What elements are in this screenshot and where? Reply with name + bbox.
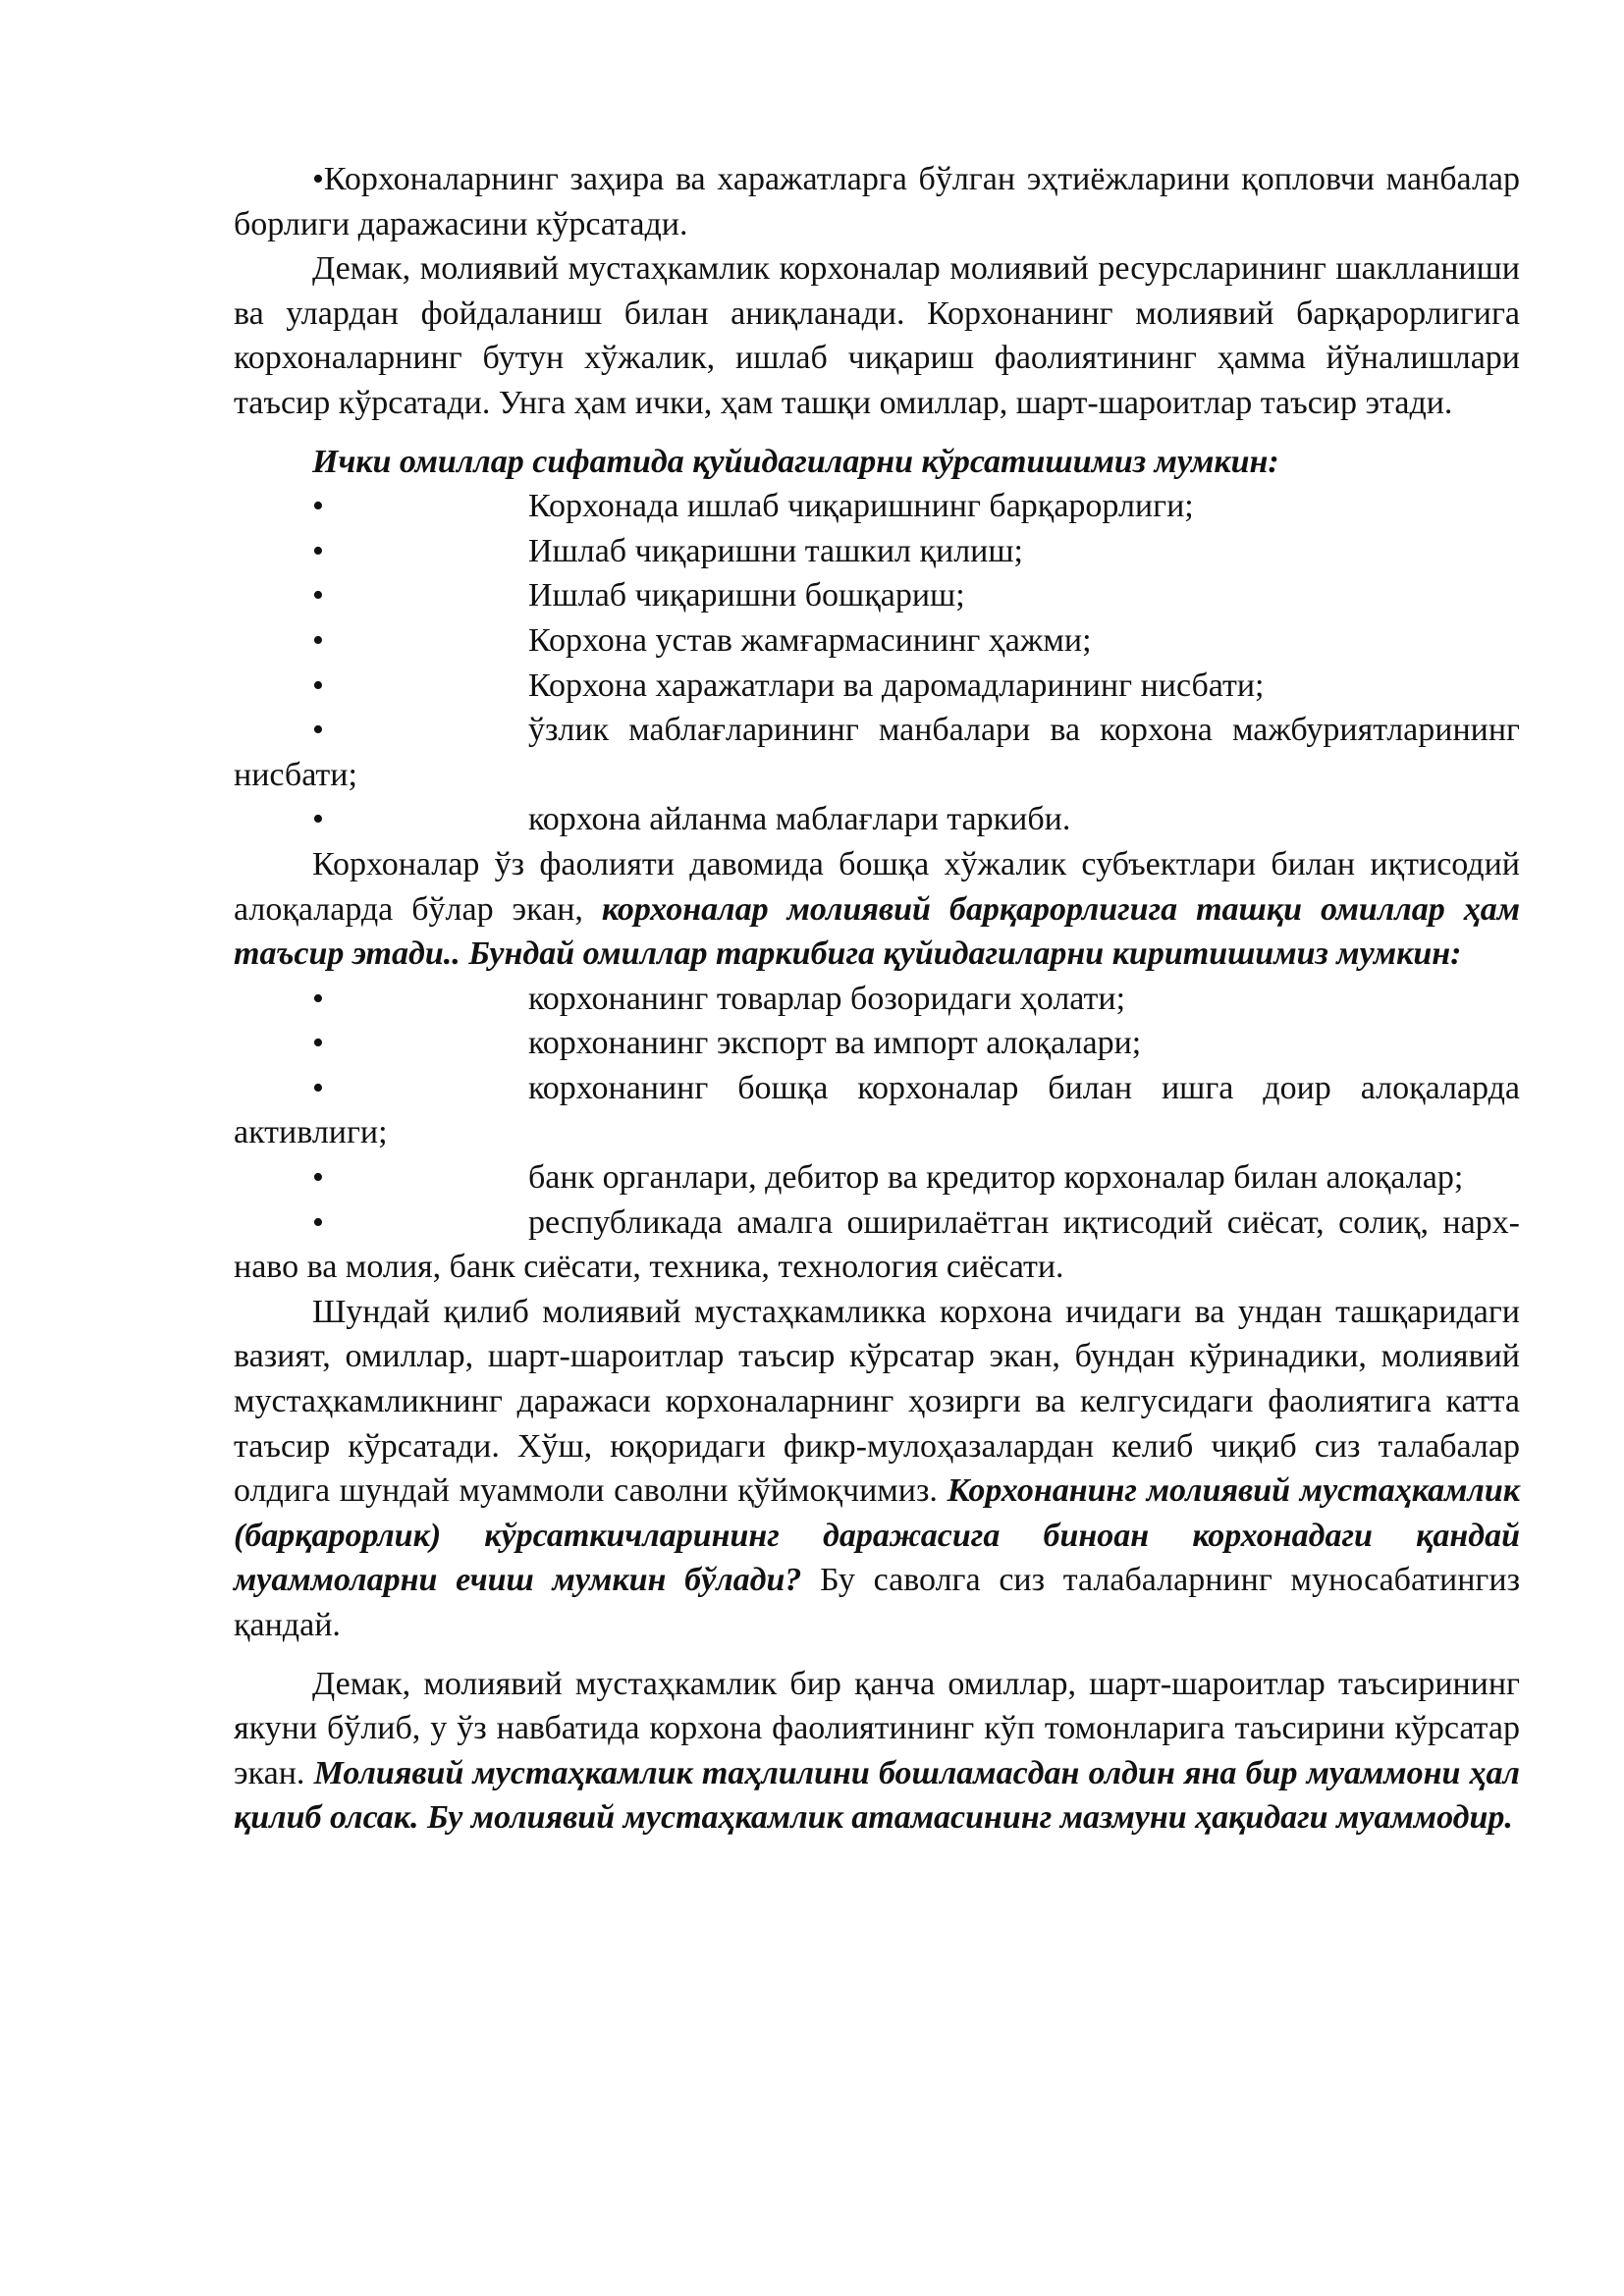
list-item: • корхона айланма маблағлари таркиби. [234, 797, 1520, 842]
list-item: • республикада амалга оширилаётган иқтисодий сиёсат, солиқ, нарх-наво ва молия, банк сиёсати, техника, технология сиёсати. [234, 1201, 1520, 1290]
bullet-icon: • [312, 980, 324, 1017]
bullet-icon: • [312, 488, 324, 525]
list-item: • ўзлик маблағларининг манбалари ва корхона мажбуриятларининг нисбати; [234, 708, 1520, 797]
paragraph-3: Корхоналар ўз фаолияти давомида бошқа хўжалик субъектлари билан иқтисодий алоқаларда бўлар экан, корхоналар молиявий барқарорлигига ташқи омиллар ҳам таъсир этади.. Бундай омиллар таркибига қуйидагиларни киритишимиз мумкин: [234, 845, 1520, 973]
bullet-icon: • [312, 1069, 324, 1106]
external-factors-heading: корхоналар молиявий барқарорлигига ташқи омиллар ҳам таъсир этади.. Бундай омиллар таркибига қуйидагиларни киритишимиз мумкин: [234, 890, 1520, 973]
list-item: • Ишлаб чиқаришни бошқариш; [234, 573, 1520, 618]
internal-factors-list [234, 484, 1520, 842]
paragraph-5: Демак, молиявий мустаҳкамлик бир қанча омиллар, шарт-шароитлар таъсирининг якуни бўлиб, у ўз навбатида корхона фаолиятининг кўп томонларига таъсирини кўрсатар экан. Молиявий мустаҳкамлик таҳлилини бошламасдан олдин яна бир муаммони ҳал қилиб олсак. Бу молиявий мустаҳкамлик атамасининг мазмуни ҳақидаги муаммодир. [234, 1665, 1520, 1837]
paragraph-1 [234, 157, 1520, 246]
list-item: • корхонанинг товарлар бозоридаги ҳолати; [234, 977, 1520, 1022]
bullet-icon: • [312, 577, 324, 614]
bullet-icon: • [312, 532, 324, 569]
list-item: • корхонанинг бошқа корхоналар билан ишга доир алоқаларда активлиги; [234, 1066, 1520, 1155]
bullet-icon: • [312, 1025, 324, 1062]
paragraph-5-emphasis: Молиявий мустаҳкамлик таҳлилини бошламасдан олдин яна бир муаммони ҳал қилиб олсак. Бу молиявий мустаҳкамлик атамасининг мазмуни ҳақидаги муаммодир. [234, 1754, 1520, 1837]
bullet-icon: • [312, 1159, 324, 1197]
list-item: • Корхонада ишлаб чиқаришнинг барқарорлиги; [234, 484, 1520, 529]
bullet-icon: • [312, 1203, 324, 1241]
list-item: • Корхона харажатлари ва даромадларининг нисбати; [234, 664, 1520, 709]
list-item: • корхонанинг экспорт ва импорт алоқалари; [234, 1021, 1520, 1066]
list-item: • Ишлаб чиқаришни ташкил қилиш; [234, 529, 1520, 574]
paragraph-1-text: Корхоналарнинг заҳира ва харажатларга бўлган эҳтиёжларини қопловчи манбалар борлиги даражасини кўрсатади. [234, 161, 1520, 242]
paragraph-4: Шундай қилиб молиявий мустаҳкамликка корхона ичидаги ва ундан ташқаридаги вазият, омиллар, шарт-шароитлар таъсир кўрсатар экан, бундан кўринадики, молиявий мустаҳкамликнинг даражаси корхоналарнинг ҳозирги ва келгусидаги фаолиятига катта таъсир кўрсатади. Хўш, юқоридаги фикр-мулоҳазалардан келиб чиқиб сиз талабалар олдига шундай муаммоли саволни қўймоқчимиз. Корхонанинг молиявий мустаҳкамлик (барқарорлик) кўрсаткичларининг даражасига биноан корхонадаги қандай муаммоларни ечиш мумкин бўлади? Бу саволга сиз талабаларнинг муносабатингиз қандай. [234, 1293, 1520, 1643]
external-factors-list [234, 977, 1520, 1290]
bullet-icon: • [312, 667, 324, 704]
paragraph-2: Демак, молиявий мустаҳкамлик корхоналар молиявий ресурсларининг шаклланиши ва улардан фойдаланиш билан аниқланади. Корхонанинг молиявий барқарорлигига корхоналарнинг бутун хўжалик, ишлаб чиқариш фаолиятининг ҳамма йўналишлари таъсир кўрсатади. Унга ҳам ички, ҳам ташқи омиллар, шарт-шароитлар таъсир этади. [234, 250, 1520, 421]
bullet-icon: • [312, 621, 324, 659]
problem-question: Корхонанинг молиявий мустаҳкамлик (барқарорлик) кўрсаткичларининг даражасига биноан корхонадаги қандай муаммоларни ечиш мумкин бўлади? [234, 1472, 1520, 1599]
document-body [234, 157, 1520, 1841]
list-item: • Корхона устав жамғармасининг ҳажми; [234, 618, 1520, 664]
list-item: • банк органлари, дебитор ва кредитор корхоналар билан алоқалар; [234, 1155, 1520, 1201]
bullet-icon: • [312, 712, 324, 749]
bullet-icon: • [312, 801, 324, 838]
bullet-icon: • [312, 161, 324, 197]
internal-factors-heading: Ички омиллар сифатида қуйидагиларни кўрсатишимиз мумкин: [312, 443, 1279, 480]
